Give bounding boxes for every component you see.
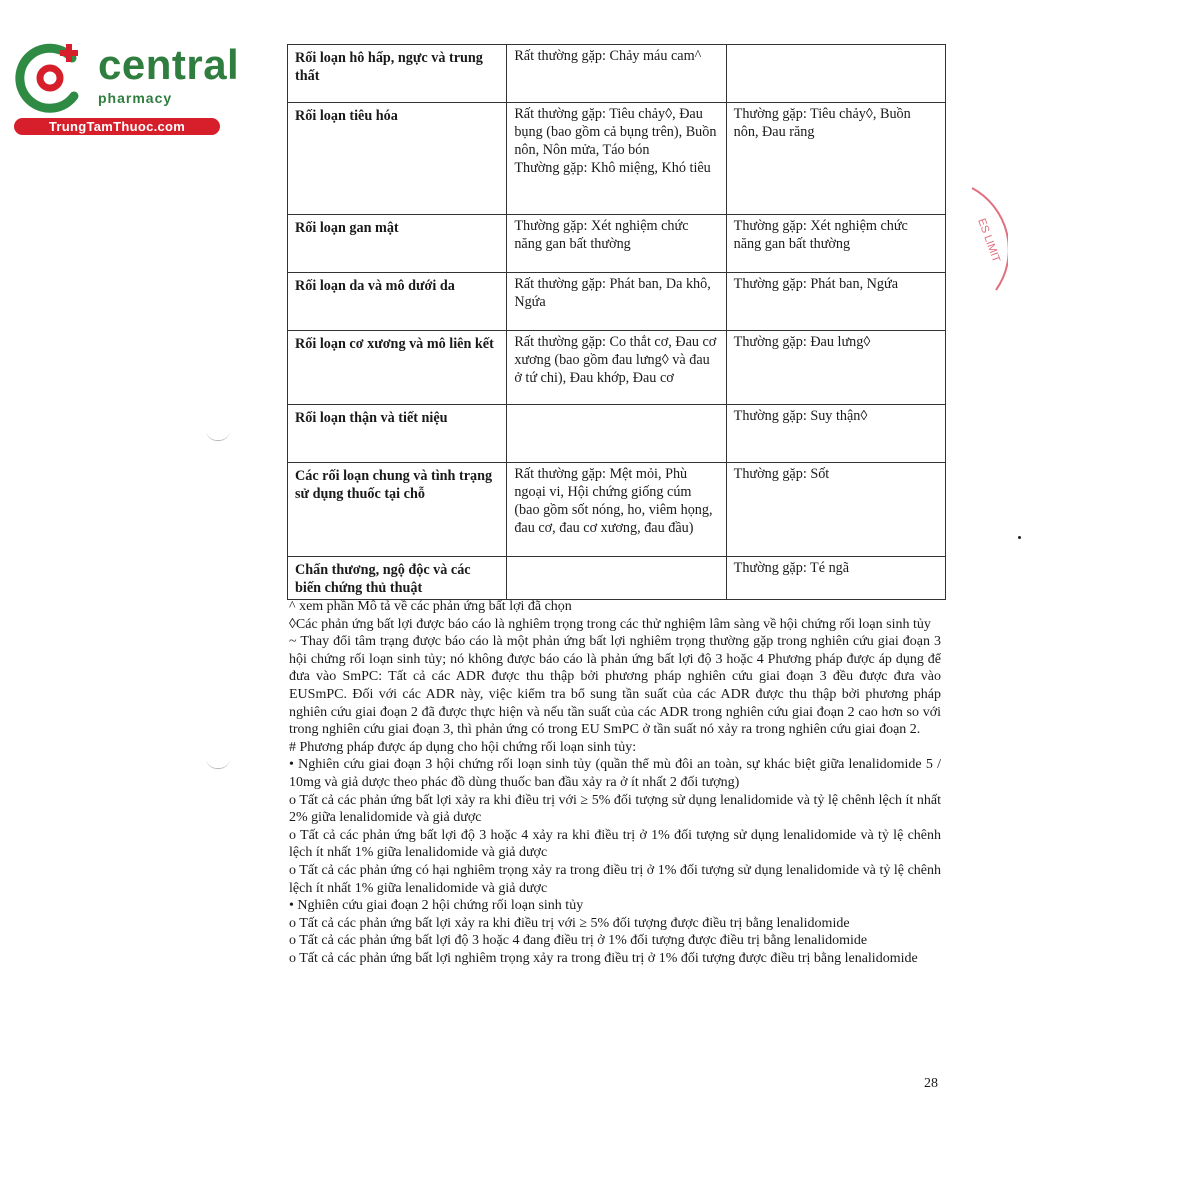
footnote-line: ^ xem phần Mô tả về các phản ứng bất lợi đã chọn	[289, 599, 572, 614]
logo-subtitle: pharmacy	[98, 90, 173, 106]
row-category: Các rối loạn chung và tình trạng sử dụng thuốc tại chỗ	[288, 463, 507, 557]
row-frequency-mds: Rất thường gặp: Mệt mỏi, Phù ngoại vi, Hội chứng giống cúm (bao gồm sốt nóng, ho, viêm họng, đau cơ, đau cơ xương, đau đầu)	[507, 463, 726, 557]
logo-url: TrungTamThuoc.com	[14, 118, 220, 135]
row-frequency-other: Thường gặp: Té ngã	[726, 557, 945, 600]
table-row	[288, 557, 946, 600]
row-frequency-mds: Thường gặp: Xét nghiệm chức năng gan bất thường	[507, 215, 726, 273]
row-frequency-other: Thường gặp: Sốt	[726, 463, 945, 557]
row-frequency-mds: Rất thường gặp: Chảy máu cam^	[507, 45, 726, 103]
row-frequency-other	[726, 45, 945, 103]
row-frequency-other: Thường gặp: Suy thận◊	[726, 405, 945, 463]
central-pharmacy-logo	[10, 36, 240, 136]
row-frequency-other: Thường gặp: Tiêu chảy◊, Buồn nôn, Đau răng	[726, 103, 945, 215]
footnote-line: o Tất cả các phản ứng bất lợi xảy ra khi điều trị với ≥ 5% đối tượng được điều trị bằng lenalidomide	[289, 915, 850, 931]
row-frequency-mds	[507, 557, 726, 600]
punch-hole-mark	[206, 758, 230, 769]
footnote-line: o Tất cả các phản ứng bất lợi độ 3 hoặc 4 xảy ra khi điều trị ở 1% đối tượng sử dụng lenalidomide và tỷ lệ chênh lệch ít nhất 1% giữa lenalidomide và giả dược	[289, 827, 941, 861]
row-category: Chấn thương, ngộ độc và các biến chứng thủ thuật	[288, 557, 507, 600]
table-row	[288, 215, 946, 273]
row-category: Rối loạn thận và tiết niệu	[288, 405, 507, 463]
row-frequency-mds: Rất thường gặp: Phát ban, Da khô, Ngứa	[507, 273, 726, 331]
row-frequency-mds	[507, 405, 726, 463]
footnote-line: # Phương pháp được áp dụng cho hội chứng rối loạn sinh tủy:	[289, 739, 637, 755]
footnote-line: ~ Thay đổi tâm trạng được báo cáo là một phản ứng bất lợi nghiêm trọng thường gặp trong nghiên cứu giai đoạn 3 hội chứng rối loạn sinh tủy; nó không được báo cáo là phản ứng bất lợi độ 3 hoặc 4 Phương pháp được áp dụng để đưa vào SmPC: Tất cả các ADR được thu thập bởi phương pháp nghiên cứu giai đoạn 3 đều được đưa vào EUSmPC. Đối với các ADR này, việc kiểm tra bổ sung tần suất của các ADR được thu thập bởi phương pháp nghiên cứu giai đoạn 2 đã được thực hiện và nếu tần suất của các ADR trong nghiên cứu giai đoạn 2 cao hơn so với trong nghiên cứu giai đoạn 3, thì phản ứng có trong EU SmPC ở tần suất nó xảy ra trong nghiên cứu giai đoạn 2.	[289, 634, 941, 738]
footnote-line: • Nghiên cứu giai đoạn 3 hội chứng rối loạn sinh tủy (quần thể mù đôi an toàn, sự khác biệt giữa lenalidomide 5 / 10mg và giả dược theo phác đồ dùng thuốc ban đầu xảy ra ở ít nhất 2 đối tượng)	[289, 757, 941, 790]
scan-speck	[1018, 536, 1021, 539]
table-row	[288, 331, 946, 405]
row-frequency-mds: Rất thường gặp: Tiêu chảy◊, Đau bụng (bao gồm cả bụng trên), Buồn nôn, Nôn mửa, Táo bón Thường gặp: Khô miệng, Khó tiêu	[507, 103, 726, 215]
footnote-line: o Tất cả các phản ứng bất lợi nghiêm trọng xảy ra trong điều trị ở 1% đối tượng được điều trị bằng lenalidomide	[289, 950, 918, 966]
table-row	[288, 103, 946, 215]
pharmacy-logo-icon	[12, 38, 90, 116]
svg-text:ES LIMIT: ES LIMIT	[975, 216, 1003, 265]
row-frequency-other: Thường gặp: Xét nghiệm chức năng gan bất thường	[726, 215, 945, 273]
stamp-seal	[968, 180, 1008, 300]
table-row	[288, 405, 946, 463]
row-category: Rối loạn hô hấp, ngực và trung thất	[288, 45, 507, 103]
row-category: Rối loạn da và mô dưới da	[288, 273, 507, 331]
punch-hole-mark	[206, 430, 230, 441]
table-row	[288, 273, 946, 331]
adverse-reactions-table	[287, 44, 946, 600]
row-category: Rối loạn gan mật	[288, 215, 507, 273]
row-frequency-other: Thường gặp: Đau lưng◊	[726, 331, 945, 405]
row-frequency-other: Thường gặp: Phát ban, Ngứa	[726, 273, 945, 331]
footnote-line: • Nghiên cứu giai đoạn 2 hội chứng rối loạn sinh tủy	[289, 898, 584, 914]
row-category: Rối loạn cơ xương và mô liên kết	[288, 331, 507, 405]
row-frequency-mds: Rất thường gặp: Co thắt cơ, Đau cơ xương (bao gồm đau lưng◊ và đau ở tứ chi), Đau khớp, Đau cơ	[507, 331, 726, 405]
footnote-line: o Tất cả các phản ứng bất lợi xảy ra khi điều trị với ≥ 5% đối tượng sử dụng lenalidomide và tỷ lệ chênh lệch ít nhất 2% giữa lenalidomide và giả dược	[289, 792, 941, 826]
table-row	[288, 45, 946, 103]
footnote-line: o Tất cả các phản ứng có hại nghiêm trọng xảy ra trong điều trị ở 1% đối tượng sử dụng lenalidomide và tỷ lệ chênh lệch ít nhất 1% giữa lenalidomide và giả dược	[289, 862, 941, 896]
logo-name: central	[98, 41, 240, 88]
row-category: Rối loạn tiêu hóa	[288, 103, 507, 215]
table-row	[288, 463, 946, 557]
footnote-line: o Tất cả các phản ứng bất lợi độ 3 hoặc 4 đang điều trị ở 1% đối tượng được điều trị bằng lenalidomide	[289, 933, 868, 949]
footnote-line: ◊Các phản ứng bất lợi được báo cáo là nghiêm trọng trong các thử nghiệm lâm sàng về hội chứng rối loạn sinh tủy	[289, 616, 931, 632]
footnotes	[289, 598, 941, 967]
page-number: 28	[924, 1076, 938, 1091]
